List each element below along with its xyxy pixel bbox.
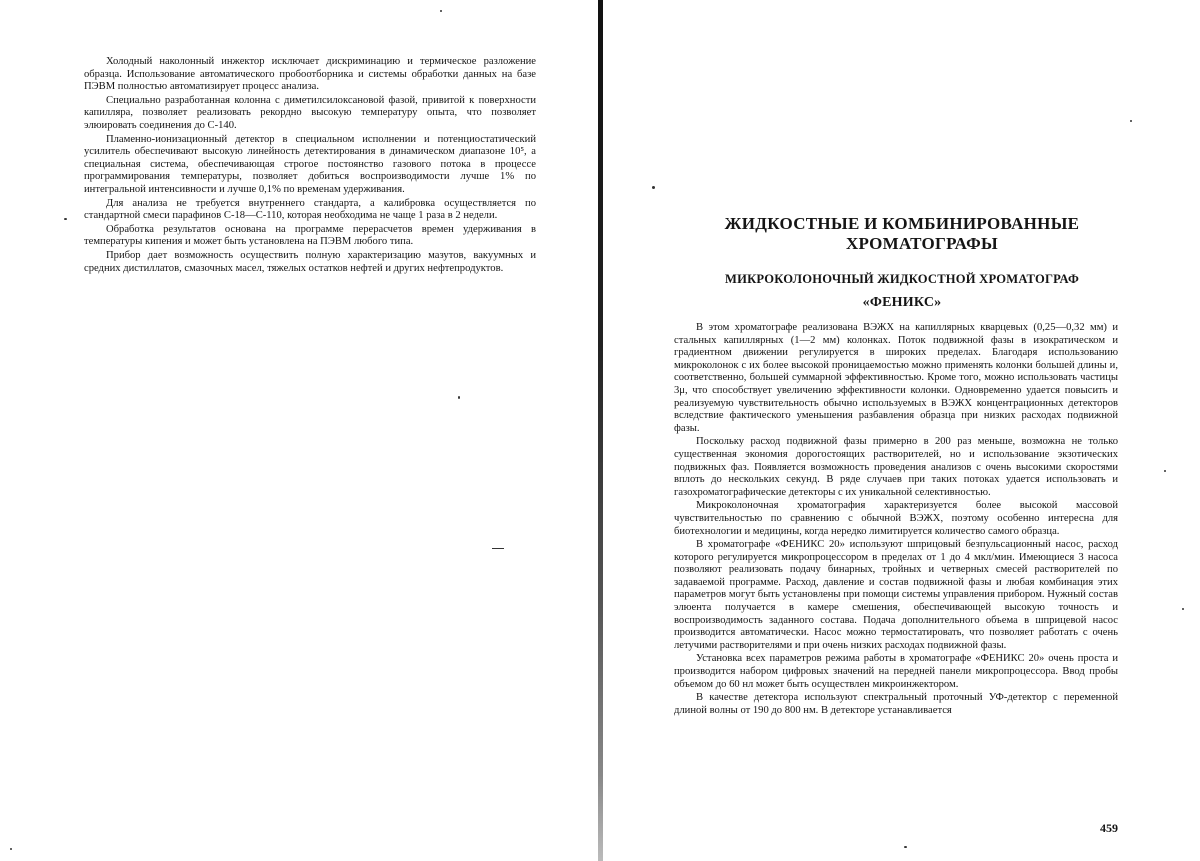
section-title-line2: «ФЕНИКС»: [862, 295, 942, 310]
page-number: 459: [1100, 821, 1118, 835]
paragraph: Пламенно-ионизационный детектор в специальном исполнении и потенциостатический усилитель обеспечивают высокую линейность детектирования в динамическом диапазоне 10⁵, а специальная система, обеспечивающая строгое постоянство газового потока в процессе программирования температуры, позволяет добиться воспроизводимости лучше 1% по интегральной интенсивности и лучше 0,1% по временам удерживания.: [84, 133, 536, 195]
scan-speck: [1164, 470, 1166, 472]
paragraph: Холодный наколонный инжектор исключает дискриминацию и термическое разложение образца. Использование автоматического пробоотборника и системы обработки данных на базе ПЭВМ полностью автоматизирует процесс анализа.: [84, 56, 536, 93]
scan-speck: [1130, 120, 1132, 122]
paragraph: В этом хроматографе реализована ВЭЖХ на капиллярных кварцевых (0,25—0,32 мм) и стальных капиллярных (1—2 мм) колонках. Поток подвижной фазы в изократическом и градиентном движении регулируется в широких пределах. Благодаря использованию микроколонок с их более высокой проницаемостью можно применять колонки большей длины и, соответственно, большей суммарной эффективностью. Кроме того, можно использовать частицы 3μ, что способствует увеличению эффективности колонки. Одновременно удается повысить и реализуемую чувствительность обычно используемых в ВЭЖХ концентрационных детекторов вследствие фактического уменьшения разбавления образца при низких расходах подвижной фазы.: [674, 322, 1118, 434]
left-page: [0, 0, 598, 861]
paragraph: Установка всех параметров режима работы в хроматографе «ФЕНИКС 20» очень проста и производится набором цифровых значений на передней панели микропроцессора. Ввод пробы объемом до 60 нл может быть осуществлен микроинжектором.: [674, 653, 1118, 690]
scan-speck: [10, 848, 12, 850]
paragraph: Поскольку расход подвижной фазы примерно в 200 раз меньше, возможна не только существенная экономия дорогостоящих растворителей, но и использование экзотических подвижных фаз. Появляется возможность проведения анализов с очень высокими скоростями вплоть до нескольких секунд. В ряде случаев при таких потоках удается использовать и газохроматографические детекторы с их уникальной селективностью.: [674, 436, 1118, 498]
scan-speck: [492, 548, 504, 549]
scan-speck: [458, 396, 460, 399]
scan-speck: [64, 218, 67, 220]
chapter-title-line1: ЖИДКОСТНЫЕ И КОМБИНИРОВАННЫЕ: [724, 214, 1080, 233]
section-title: [604, 268, 1200, 316]
scan-speck: [652, 186, 655, 189]
chapter-title: [604, 214, 1200, 254]
scan-speck: [1182, 608, 1184, 610]
paragraph: В хроматографе «ФЕНИКС 20» используют шприцовый безпульсационный насос, расход которого регулируется микропроцессором в пределах от 1 до 4 мкл/мин. Имеющиеся 3 насоса позволяют реализовать подачу бинарных, тройных и четверных смесей растворителей по задаваемой программе. Расход, давление и состав подвижной фазы и любая комбинация этих параметров могут быть установлены при помощи системы управления прибором. Нужный состав элюента получается в камере смешения, обеспечивающей высокую точность и воспроизводимость заданного состава. Подача дополнительного объема в шприцевой насос производится автоматически. Насос можно термостатировать, что позволяет работать с очень летучими растворителями и при очень низких расходах подвижной фазы.: [674, 539, 1118, 651]
paragraph: Для анализа не требуется внутреннего стандарта, а калибровка осуществляется по стандартной смеси парафинов С-18—С-110, которая необходима не чаще 1 раза в 2 недели.: [84, 197, 536, 222]
book-spine: [598, 0, 603, 861]
right-page: [604, 0, 1200, 861]
scan-speck: [440, 10, 442, 12]
scan-speck: [904, 846, 907, 848]
left-page-text: [84, 56, 536, 275]
paragraph: Обработка результатов основана на программе перерасчетов времен удерживания в температуры кипения и может быть установлена на ПЭВМ любого типа.: [84, 223, 536, 248]
paragraph: Специально разработанная колонна с диметилсилоксановой фазой, привитой к поверхности капилляра, позволяет реализовать рекордно высокую температуру опыта, что позволяет элюировать соединения до С-140.: [84, 94, 536, 131]
section-title-line1: МИКРОКОЛОНОЧНЫЙ ЖИДКОСТНОЙ ХРОМАТОГРАФ: [725, 272, 1079, 286]
chapter-title-line2: ХРОМАТОГРАФЫ: [845, 234, 999, 253]
right-page-text: [674, 322, 1118, 717]
paragraph: Прибор дает возможность осуществить полную характеризацию мазутов, вакуумных и средних дистиллатов, смазочных масел, тяжелых остатков нефтей и других нефтепродуктов.: [84, 249, 536, 274]
paragraph: В качестве детектора используют спектральный проточный УФ-детектор с переменной длиной волны от 190 до 800 нм. В детекторе устанавливается: [674, 692, 1118, 716]
paragraph: Микроколоночная хроматография характеризуется более высокой массовой чувствительностью по сравнению с обычной ВЭЖХ, поэтому особенно интересна для биотехнологии и медицины, когда нередко лимитируется количество самого образца.: [674, 500, 1118, 537]
